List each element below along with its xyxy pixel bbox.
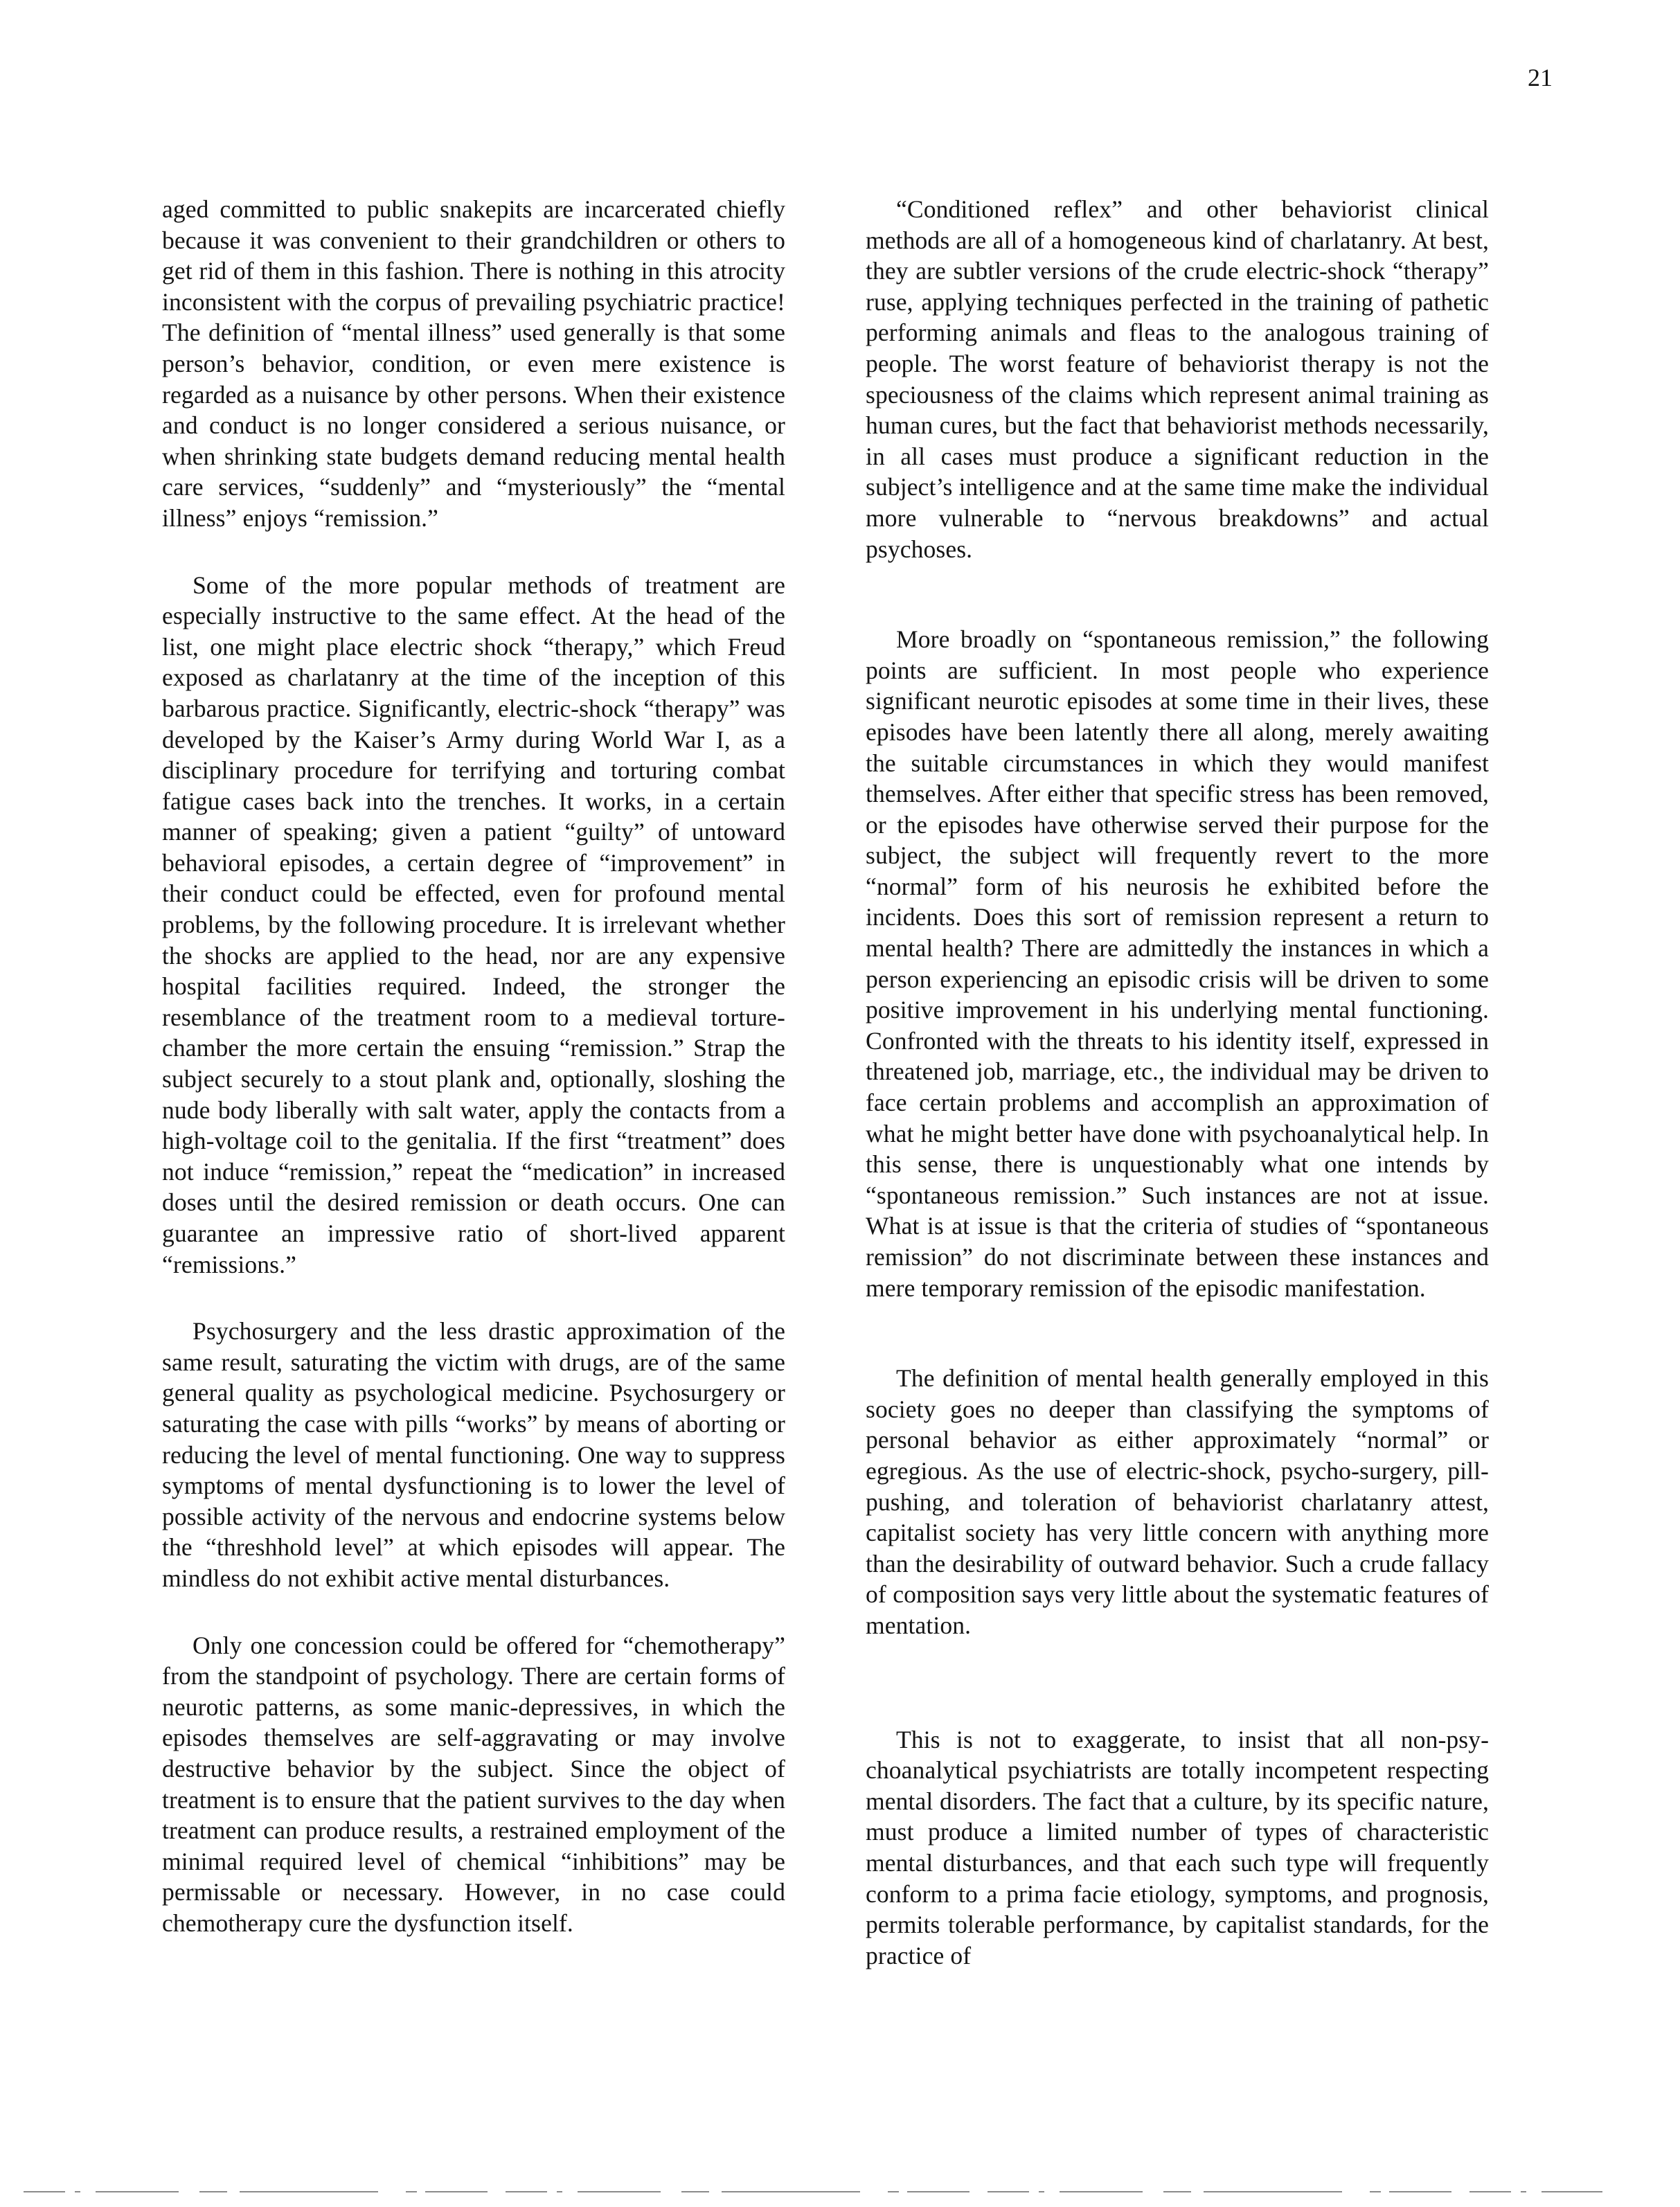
paragraph: More broadly on “spontaneous remission,” the following points are sufficient. In most people who experience significant neurotic episodes at some time in their lives, these episodes have been latently there all along, merely awaiting the suitable circumstances in which they would manifest themselves. After either that specific stress has been removed, or the episodes have otherwise served their purpose for the subject, the subject will frequently revert to the more “normal” form of his neurosis he exhibited before the incidents. Does this sort of remission represent a return to mental health? There are admittedly the instances in which a person experiencing an episodic crisis will be driven to some positive improvement in his underlying mental functioning. Confronted with the threats to his identity itself, expressed in threatened job, marriage, etc., the individual may be driven to face certain problems and accomplish an approximation of what he might better have done with psychoanalytical help. In this sense, there is unquestionably what one intends by “spontaneous remission.” Such instances are not at issue. What is at issue is that the criteria of studies of “spontaneous remission” do not discriminate between these instances and mere temporary remission of the episodic manifestation. bbox=[866, 625, 1489, 1302]
paragraph: Some of the more popular methods of treatment are especially instructive to the same effect. At the head of the list, one might place electric shock “therapy,” which Freud exposed as charlatanry at the time of the inception of this barbarous practice. Significantly, electric-shock “therapy” was developed by the Kaiser’s Army during World War I, as a disciplinary procedure for terrifying and torturing combat fatigue cases back into the trenches. It works, in a certain manner of speaking; given a patient “guilty” of untoward behavioral episodes, a certain degree of “improvement” in their conduct could be effected, even for profound mental problems, by the following procedure. It is irrelevant whether the shocks are applied to the head, nor are any expensive hospital facilities required. Indeed, the stronger the resemblance of the treatment room to a medieval torture-chamber the more certain the ensuing “remission.” Strap the subject securely to a stout plank and, optionally, sloshing the nude body liberally with salt water, apply the contacts from a high-voltage coil to the genitalia. If the first “treatment” does not induce “remission,” repeat the “medication” in increased doses until the desired remission or death occurs. One can guarantee an impressive ratio of short-lived apparent “remissions.” bbox=[162, 571, 785, 1278]
paragraph: This is not to exaggerate, to insist that all non-psychoanalytical psychiatrists are totally incompetent respecting mental disorders. The fact that a culture, by its specific nature, must produce a limited number of types of characteristic mental disturbances, and that each such type will frequently conform to a prima facie etiology, symptoms, and prognosis, permits tolerable performance, by capitalist standards, for the practice of bbox=[866, 1725, 1489, 1969]
paragraph: aged committed to public snakepits are incarcerated chiefly because it was convenient to their grandchildren or others to get rid of them in this fashion. There is nothing in this atrocity inconsistent with the corpus of prevailing psychiatric practice! The definition of “mental illness” used generally is that some person’s behavior, condition, or even mere existence is regarded as a nuisance by other persons. When their existence and conduct is no longer considered a serious nuisance, or when shrinking state budgets demand reducing mental health care services, “suddenly” and “mysteriously” the “mental illness” enjoys “remission.” bbox=[162, 195, 785, 532]
left-column bbox=[162, 194, 785, 1938]
paragraph: Psychosurgery and the less drastic approximation of the same result, saturating the victim with drugs, are of the same general quality as psychological medicine. Psychosurgery or saturating the case with pills “works” by means of aborting or reducing the level of mental functioning. One way to suppress symptoms of mental dysfunctioning is to lower the level of possible activity of the nervous and endocrine systems below the “threshhold level” at which episodes will appear. The mindless do not exhibit active mental disturbances. bbox=[162, 1317, 785, 1592]
right-column bbox=[866, 194, 1489, 1971]
page-number: 21 bbox=[1528, 64, 1553, 91]
paragraph: The definition of mental health generally employed in this society goes no deeper than classifying the symptoms of personal behavior as either approximately “normal” or egregious. As the use of electric-shock, psycho-surgery, pill-pushing, and toleration of behaviorist charlatanry attest, capitalist society has very little concern with anything more than the desirability of outward behavior. Such a crude fallacy of composition says very little about the systematic features of mentation. bbox=[866, 1364, 1489, 1639]
paragraph: “Conditioned reflex” and other behaviorist clinical methods are all of a homogeneous kind of charlatanry. At best, they are subtler versions of the crude electric-shock “therapy” ruse, applying techniques perfected in the training of pathetic performing animals and fleas to the analogous training of people. The worst feature of behaviorist therapy is not the speciousness of the claims which represent animal training as human cures, but the fact that behaviorist methods necessarily, in all cases must produce a significant reduction in the subject’s intelligence and at the same time make the individual more vulnerable to “nervous breakdowns” and actual psychoses. bbox=[866, 195, 1489, 563]
paragraph: Only one concession could be offered for “chemotherapy” from the standpoint of psychology. There are certain forms of neurotic patterns, as some manic-depressives, in which the episodes themselves are self-aggravating or may involve destructive behavior by the subject. Since the object of treatment is to ensure that the patient survives to the day when treatment can produce results, a restrained employment of the minimal required level of chemical “inhibitions” may be permissable or necessary. However, in no case could chemotherapy cure the dysfunction itself. bbox=[162, 1631, 785, 1937]
scan-artifact-rule bbox=[24, 2190, 1602, 2194]
